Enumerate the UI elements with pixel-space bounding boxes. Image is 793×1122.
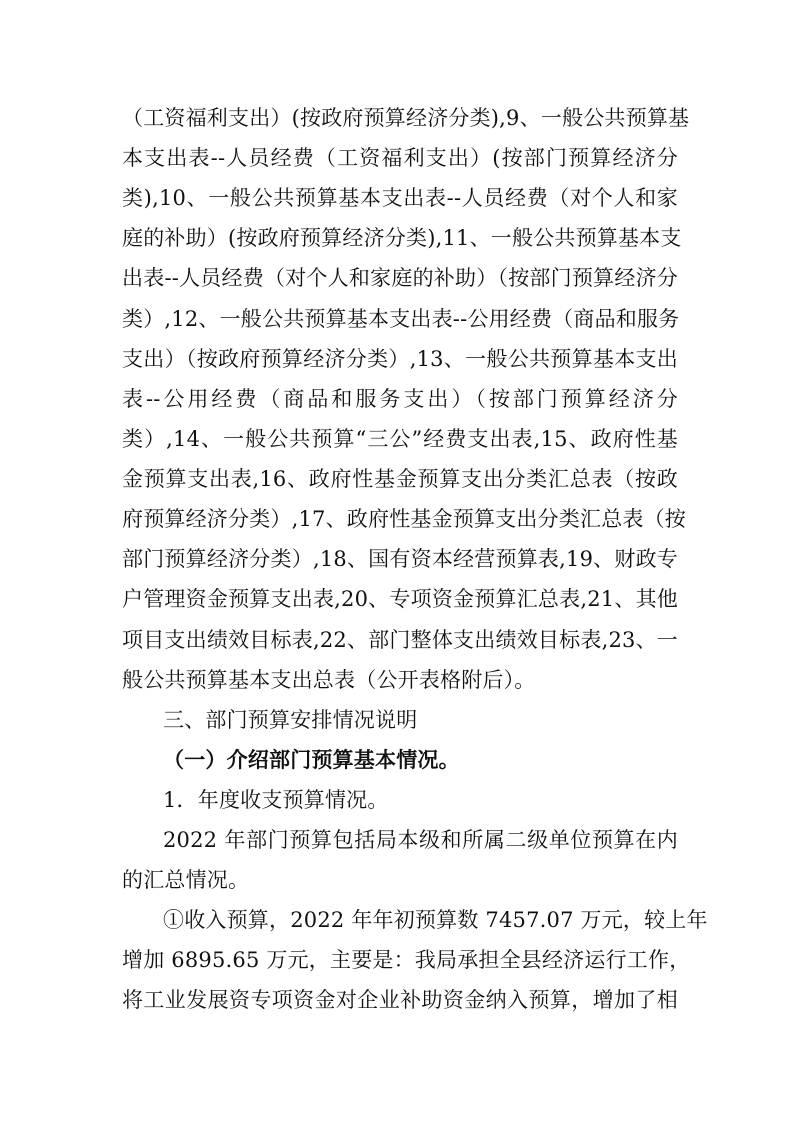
list-paragraph-line: 出表--人员经费（对个人和家庭的补助）（按部门预算经济分 [122, 266, 678, 290]
subsection-heading: （一）介绍部门预算基本情况。 [163, 747, 460, 772]
summary-paragraph-line: 2022 年部门预算包括局本级和所属二级单位预算在内 [163, 828, 678, 852]
list-paragraph-line: 类),10、一般公共预算基本支出表--人员经费（对个人和家 [122, 186, 678, 210]
list-paragraph-line: 类）,14、一般公共预算“三公”经费支出表,15、政府性基 [122, 427, 678, 451]
income-paragraph-line: 将工业发展资专项资金对企业补助资金纳入预算，增加了相 [122, 988, 678, 1012]
list-paragraph-line: 项目支出绩效目标表,22、部门整体支出绩效目标表,23、一 [122, 628, 678, 652]
list-paragraph-line: 表--公用经费（商品和服务支出）（按部门预算经济分 [122, 387, 678, 411]
list-paragraph-line: 户管理资金预算支出表,20、专项资金预算汇总表,21、其他 [122, 587, 678, 611]
list-paragraph-line: 庭的补助）(按政府预算经济分类),11、一般公共预算基本支 [122, 226, 682, 250]
list-paragraph-line: 类）,12、一般公共预算基本支出表--公用经费（商品和服务 [122, 307, 680, 331]
list-paragraph-line: 府预算经济分类）,17、政府性基金预算支出分类汇总表（按 [122, 507, 686, 531]
income-paragraph-line: 增加 6895.65 万元，主要是：我局承担全县经济运行工作， [122, 948, 691, 972]
list-paragraph-line: 本支出表--人员经费（工资福利支出）(按部门预算经济分 [122, 146, 678, 170]
section-heading: 三、部门预算安排情况说明 [163, 708, 418, 732]
list-paragraph-line: 般公共预算基本支出总表（公开表格附后）。 [122, 668, 536, 692]
list-paragraph-line: （工资福利支出）(按政府预算经济分类),9、一般公共预算基 [122, 106, 690, 130]
list-paragraph-line: 部门预算经济分类）,18、国有资本经营预算表,19、财政专 [122, 547, 678, 571]
income-paragraph-line: ①收入预算，2022 年年初预算数 7457.07 万元，较上年 [163, 908, 708, 932]
summary-paragraph-line: 的汇总情况。 [122, 868, 250, 892]
list-paragraph-line: 支出）（按政府预算经济分类）,13、一般公共预算基本支出 [122, 347, 678, 371]
item-heading: 1．年度收支预算情况。 [163, 788, 389, 812]
list-paragraph-line: 金预算支出表,16、政府性基金预算支出分类汇总表（按政 [122, 467, 678, 491]
